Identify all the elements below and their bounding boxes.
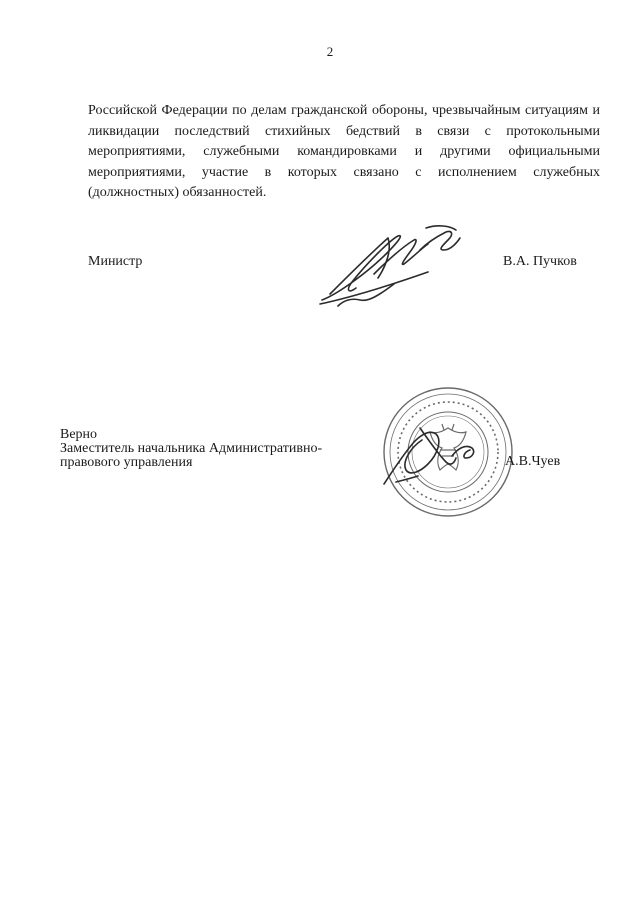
certifier-signature-image [380,384,516,520]
verified-label: Верно [60,427,98,442]
certifier-name: А.В.Чуев [505,454,561,469]
minister-signature-image [308,214,468,314]
page-number: 2 [326,44,334,59]
certification-block [60,428,322,470]
certifier-position-line-2: правового управления [60,455,193,470]
body-paragraph: Российской Федерации по делам гражданской обороны, чрезвычайным ситуациям и ликвидации последствий стихийных бедствий в связи с протокольными мероприятиями, служебными командировками и другими официальными мероприятиями, участие в которых связано с исполнением служебных (должностных) обязанностей. [88,103,600,200]
minister-name: В.А. Пучков [503,254,577,269]
certifier-position-line-1: Заместитель начальника Административно- [60,441,323,456]
minister-position-label: Министр [88,254,143,269]
